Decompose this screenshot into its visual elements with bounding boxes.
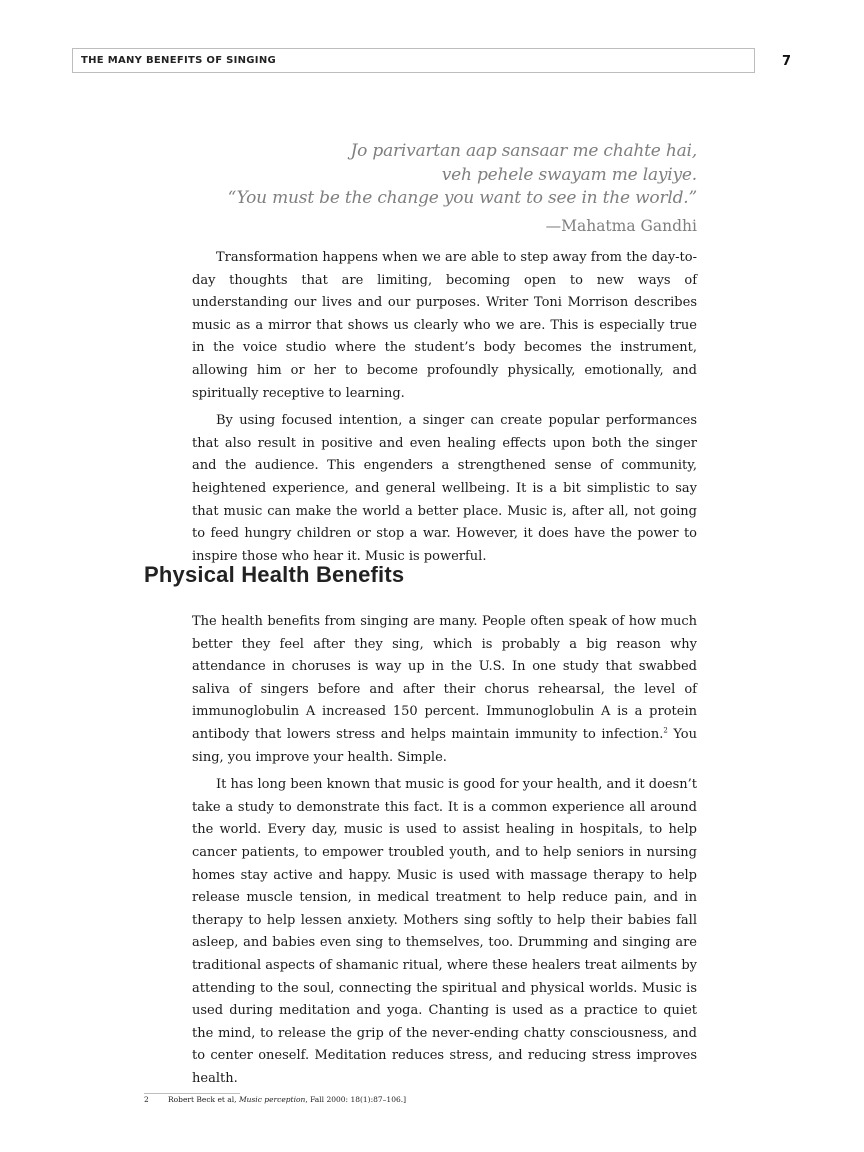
footnote-title: Music perception — [238, 1095, 306, 1104]
intro-text — [192, 247, 697, 568]
body-paragraph — [192, 611, 697, 769]
epigraph-line: veh pehele swayam me layiye. — [441, 164, 697, 185]
section-heading: Physical Health Benefits — [144, 562, 405, 587]
page-number: 7 — [782, 54, 792, 69]
section-text — [192, 611, 697, 1090]
epigraph — [192, 140, 697, 235]
footnote-text: Robert Beck et al, — [168, 1095, 239, 1104]
body-paragraph: Transformation happens when we are able to step away from the day-to-day thoughts that are limiting, becoming open to new ways of understanding our lives and our purposes. Writer Toni Morrison describes music as a mirror that shows us clearly who we are. This is especially true in the voice studio where the student’s body becomes the instrument, allowing him or her to become profoundly physically, emotionally, and spiritually receptive to learning. — [192, 250, 697, 401]
footnote-reference[interactable]: 2 — [663, 726, 668, 735]
epigraph-line: “You must be the change you want to see in the world.” — [227, 188, 697, 208]
running-header — [72, 48, 755, 73]
footnote-rule — [144, 1093, 240, 1094]
epigraph-line: Jo parivartan aap sansaar me chahte hai, — [350, 141, 697, 161]
body-paragraph: By using focused intention, a singer can create popular performances that also result in positive and even healing effects upon both the singer and the audience. This engenders a strengthened sense of community, heightened experience, and general wellbeing. It is a bit simplistic to say that music can make the world a better place. Music is, after all, not going to feed hungry children or stop a war. However, it does have the power to inspire those who hear it. Music is powerful. — [192, 413, 697, 564]
paragraph-text: The health benefits from singing are many. People often speak of how much better they feel after they sing, which is probably a big reason why attendance in choruses is way up in the U.S. In one study that swabbed saliva of singers before and after their chorus rehearsal, the level of immunoglobulin A increased 150 percent. Immunoglobulin A is a protein antibody that lowers stress and helps maintain immunity to infection. — [192, 614, 697, 742]
footnote-number: 2 — [144, 1095, 149, 1104]
body-paragraph: It has long been known that music is good for your health, and it doesn’t take a study to demonstrate this fact. It is a common experience all around the world. Every day, music is used to assist healing in hospitals, to help cancer patients, to empower troubled youth, and to help seniors in nursing homes stay active and happy. Music is used with massage therapy to help release muscle tension, in medical treatment to help reduce pain, and in therapy to help lessen anxiety. Mothers sing softly to help their babies fall asleep, and babies even sing to themselves, too. Drumming and singing are traditional aspects of shamanic ritual, where these healers treat ailments by attending to the soul, connecting the spiritual and physical worlds. Music is used during meditation and yoga. Chanting is used as a practice to quiet the mind, to release the grip of the never-ending chatty consciousness, and to center oneself. Meditation reduces stress, and reducing stress improves health. — [192, 777, 697, 1086]
epigraph-attribution: —Mahatma Gandhi — [545, 216, 697, 235]
footnote-text: , Fall 2000: 18(1):87–106.] — [305, 1095, 407, 1104]
running-title: THE MANY BENEFITS OF SINGING — [81, 55, 277, 66]
footnote — [144, 1095, 744, 1104]
paragraph-text: You sing, you improve your health. Simple. — [192, 726, 697, 765]
